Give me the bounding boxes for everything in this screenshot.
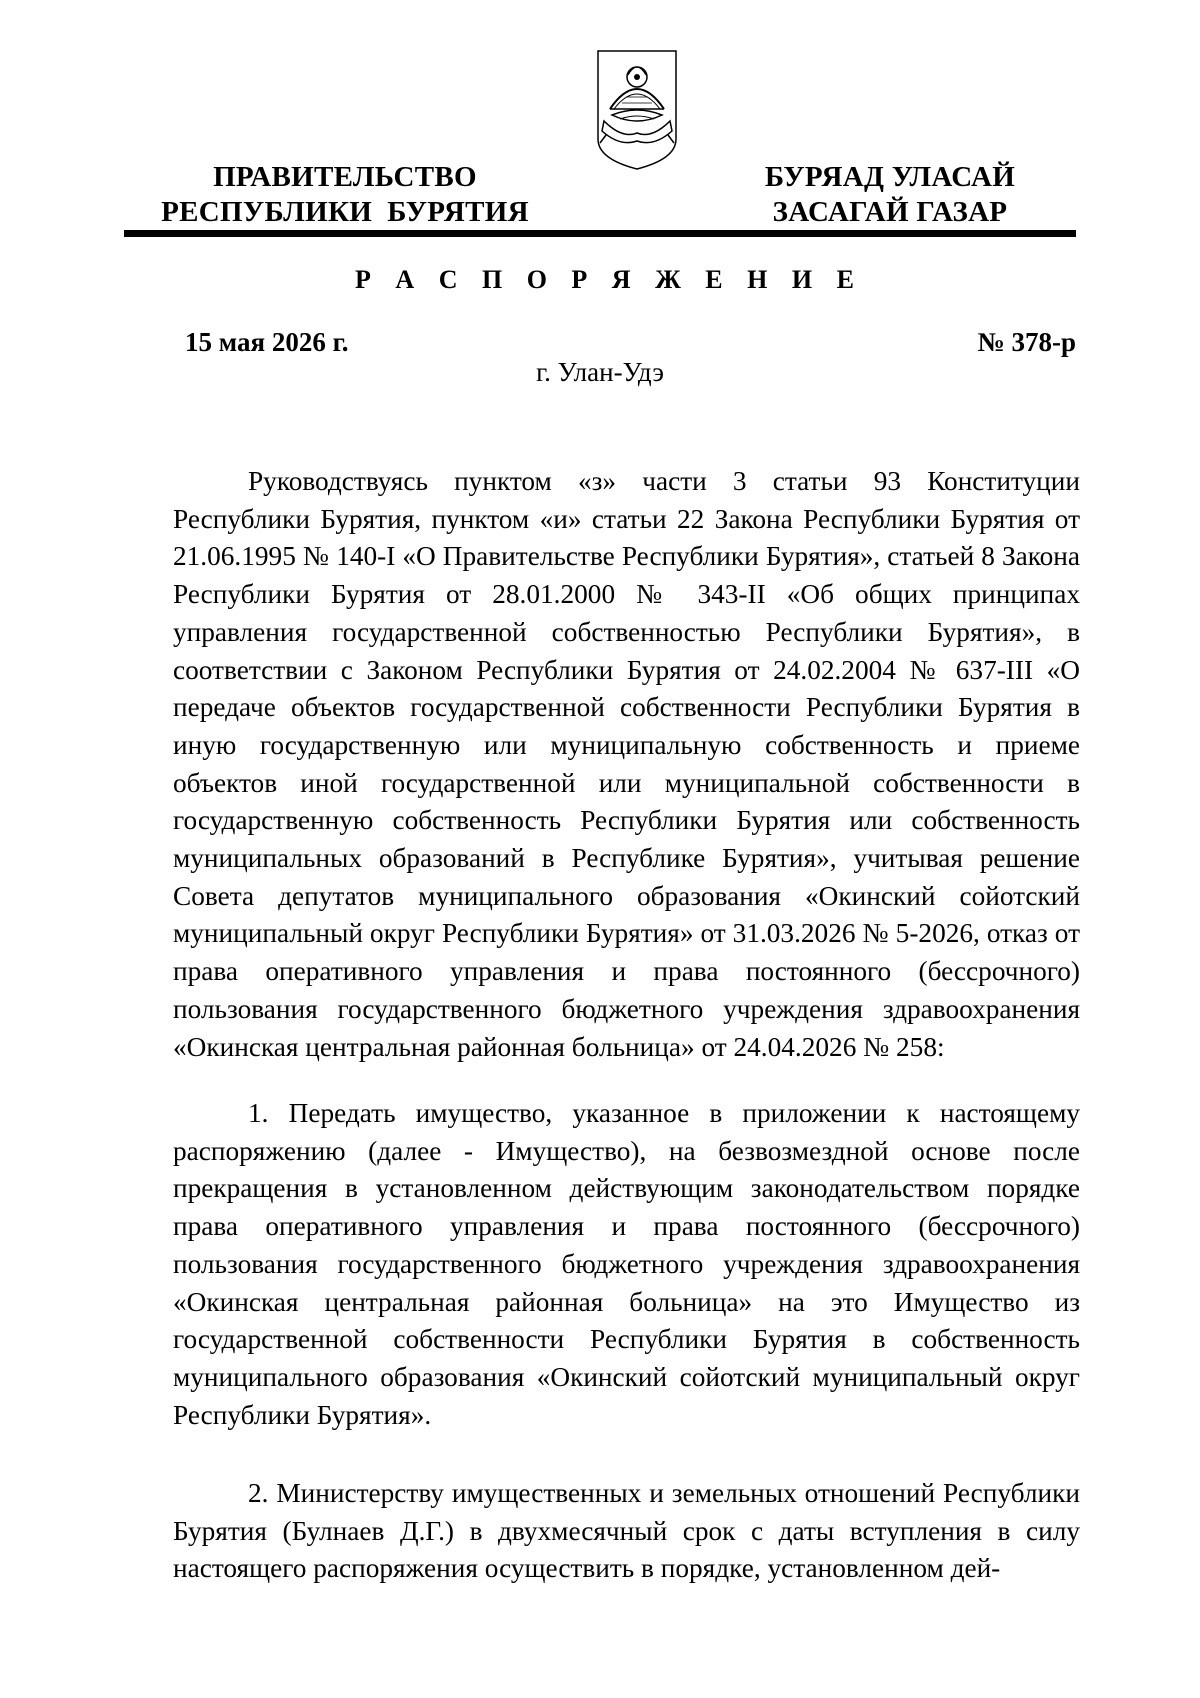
- paragraph-item-2: 2. Министерству имущественных и земельных отношений Республики Бурятия (Булнаев Д.Г.) в двухмесячный срок с даты вступления в силу настоящего распоряжения осуществить в порядке, установленном дей-: [173, 1478, 1080, 1584]
- header-right: [730, 160, 1050, 230]
- document-number: № 378-р: [977, 327, 1076, 357]
- header-right-line2: ЗАСАГАЙ ГАЗАР: [772, 196, 1008, 228]
- document-city: г. Улан-Удэ: [536, 357, 664, 387]
- coat-of-arms-icon: [592, 47, 682, 173]
- document-date: 15 мая 2026 г.: [185, 327, 349, 357]
- header-left: [140, 160, 550, 230]
- header-left-line2: РЕСПУБЛИКИ БУРЯТИЯ: [161, 196, 529, 228]
- paragraph-preamble: Руководствуясь пунктом «з» части 3 статьи 93 Конституции Республики Бурятия, пунктом «и» статьи 22 Закона Республики Бурятия от 21.06.1995 № 140-I «О Правительстве Республики Бурятия», статьей 8 Закона Республики Бурятия от 28.01.2000 № 343-II «Об общих принципах управления государственной собственностью Республики Бурятия», в соответствии с Законом Республики Бурятия от 24.02.2004 № 637-III «О передаче объектов государственной собственности Республики Бурятия в иную государственную или муниципальную собственность и приеме объектов иной государственной или муниципальной собственности в государственную собственность Республики Бурятия или собственность муниципальных образований в Республике Бурятия», учитывая решение Совета депутатов муниципального образования «Окинский сойотский муниципальный округ Республики Бурятия» от 31.03.2026 № 5-2026, отказ от права оперативного управления и права постоянного (бессрочного) пользования государственного бюджетного учреждения здравоохранения «Окинская центральная районная больница» от 24.04.2026 № 258:: [173, 466, 1080, 1062]
- header-divider: [124, 230, 1076, 237]
- header-right-line1: БУРЯАД УЛАСАЙ: [764, 161, 1016, 193]
- paragraph-item-1: 1. Передать имущество, указанное в приложении к настоящему распоряжению (далее - Имущество), на безвозмездной основе после прекращения в установленном действующим законодательством порядке права оперативного управления и права постоянного (бессрочного) пользования государственного бюджетного учреждения здравоохранения «Окинская центральная районная больница» на это Имущество из государственной собственности Республики Бурятия в собственность муниципального образования «Окинский сойотский муниципальный округ Республики Бурятия».: [173, 1098, 1080, 1430]
- header-left-line1: ПРАВИТЕЛЬСТВО: [213, 161, 477, 193]
- document-type: Р А С П О Р Я Ж Е Н И Е: [355, 265, 863, 294]
